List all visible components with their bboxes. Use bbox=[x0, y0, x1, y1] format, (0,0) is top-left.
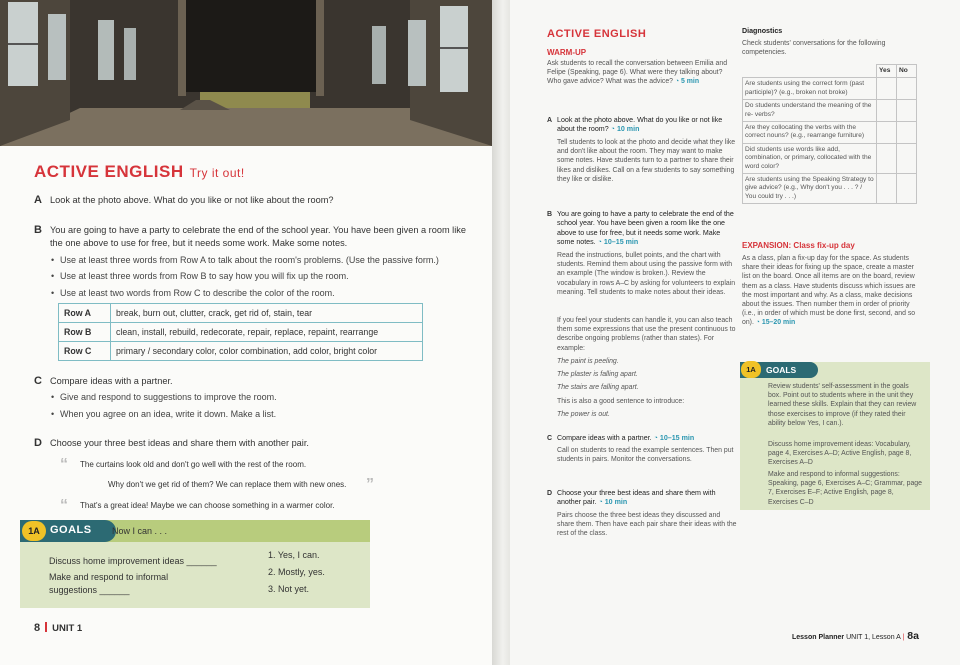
diagnostics-title: Diagnostics bbox=[742, 27, 783, 35]
try-it-out-label: Try it out! bbox=[189, 166, 245, 180]
table-row: Are students using the Speaking Strategy to give advice? (e.g., Why don't you . . . ? / You could try . . .) bbox=[743, 174, 917, 204]
goals-notes-box bbox=[740, 362, 930, 510]
diagnostics-text: Check students' conversations for the following competencies. bbox=[742, 40, 886, 57]
page-number: 8 bbox=[34, 622, 41, 634]
table-row: Yes No bbox=[743, 65, 917, 78]
goal-item-2b: suggestions ______ bbox=[49, 585, 130, 595]
note-b-letter: B bbox=[547, 211, 553, 218]
goal-item-1: Discuss home improvement ideas ______ bbox=[49, 556, 217, 566]
scale-2: 2. Mostly, yes. bbox=[268, 567, 325, 577]
table-row: Do students understand the meaning of the re- verbs? bbox=[743, 100, 917, 122]
exercise-d: D Choose your three best ideas and share them with another pair. bbox=[34, 437, 309, 449]
example-3: The stairs are falling apart. bbox=[557, 384, 639, 391]
table-row: Row A break, burn out, clutter, crack, get rid of, stain, tear bbox=[59, 304, 423, 323]
note-c-title: Compare ideas with a partner. ◔ 10–15 min bbox=[557, 434, 695, 442]
table-row: Row B clean, install, rebuild, redecorate, repair, replace, repaint, rearrange bbox=[59, 323, 423, 342]
expansion-text: As a class, plan a fix-up day for the space. As students share their ideas for fixing up the space, create a master list on the board. Once all items are on the board, review them as a class. Have students discuss which issues are the most important and why. As a class, make decisions about the issues. Then number them in order of priority (i.e., in order of which must be done first, second, and so on). ◔ 15–20 min bbox=[742, 255, 916, 327]
exercise-b: B You are going to have a party to celebrate the end of the school year. You have been given a room like the one above to use for free, but it needs some work. Make some notes. bbox=[34, 224, 466, 248]
warmup-text: Ask students to recall the conversation between Emilia and Felipe (Speaking, page 6). What were they talking about? Who gave advice? What was the advice? ◔ 5 min bbox=[547, 60, 728, 86]
page-number: 8a bbox=[907, 630, 919, 642]
goals-note-1: Review students' self-assessment in the goals box. Point out to students where in the unit they learned these skills. Explain that they can review those exercises to improve (if they rated their ability below Yes, I can.). bbox=[768, 383, 917, 427]
note-d-title: Choose your three best ideas and share them with another pair. ◔ 10 min bbox=[557, 489, 716, 507]
active-english-heading: ACTIVE ENGLISH Try it out! bbox=[34, 162, 245, 181]
exercise-b-bullet-3: • Use at least two words from Row C to describe the color of the room. bbox=[60, 287, 335, 299]
goals-label: GOALS bbox=[50, 524, 92, 536]
expansion-title: EXPANSION: Class fix-up day bbox=[742, 241, 855, 250]
open-quote-icon: “ bbox=[60, 497, 68, 514]
exercise-c-bullet-2: • When you agree on an idea, write it down. Make a list. bbox=[60, 408, 276, 420]
note-a-text: Tell students to look at the photo and decide what they like and don't like about the room. They may want to make some notes. Have students turn to a partner to share their likes and dislikes. Call on a few students to say something they like or dislike. bbox=[557, 139, 736, 183]
close-quote-icon: ” bbox=[366, 476, 374, 493]
example-1: The paint is peeling. bbox=[557, 358, 619, 365]
exercise-a: A Look at the photo above. What do you like or not like about the room? bbox=[34, 194, 334, 206]
lesson-badge: 1A bbox=[741, 361, 761, 378]
clock-icon: ◔ bbox=[674, 78, 680, 86]
now-i-can-label: Now I can . . . bbox=[112, 526, 168, 536]
exercise-c-bullet-1: • Give and respond to suggestions to improve the room. bbox=[60, 391, 277, 403]
goals-tag bbox=[20, 520, 116, 542]
room-photo-illustration bbox=[0, 0, 492, 146]
vocabulary-table bbox=[58, 303, 423, 361]
note-b-text-3: This is also a good sentence to introduce: bbox=[557, 398, 685, 405]
note-a-title: Look at the photo above. What do you like or not like about the room? ◔ 10 min bbox=[557, 116, 723, 134]
note-d-text: Pairs choose the three best ideas they discussed and share them. Then have each pair share their ideas with the rest of the class. bbox=[557, 512, 737, 538]
lesson-badge: 1A bbox=[22, 521, 46, 541]
room-photo bbox=[0, 0, 492, 146]
note-b-text-2: If you feel your students can handle it, you can also teach them some expressions that use the present continuous to describe ongoing problems (rather than states). For example: bbox=[557, 317, 736, 352]
note-b-text-1: Read the instructions, bullet points, and the chart with students. Remind them about using the passive form with an example (The window is broken.). Review the vocabulary in rows A–C by asking for volunteers to explain meaning. Tell students to make notes about their ideas. bbox=[557, 252, 736, 296]
example-2: The plaster is falling apart. bbox=[557, 371, 638, 378]
goals-label: GOALS bbox=[766, 365, 797, 375]
exercise-c: C Compare ideas with a partner. bbox=[34, 375, 173, 387]
scale-1: 1. Yes, I can. bbox=[268, 550, 320, 560]
goals-note-2: Discuss home improvement ideas: Vocabulary, page 4, Exercises A–D; Active English, page 8, Exercises A–D bbox=[768, 441, 912, 467]
exercise-b-bullet-1: • Use at least three words from Row A to talk about the room's problems. (Use the passive form.) bbox=[60, 254, 439, 266]
book-gutter bbox=[492, 0, 510, 665]
table-row: Row C primary / secondary color, color combination, add color, bright color bbox=[59, 342, 423, 361]
goal-item-2a: Make and respond to informal bbox=[49, 572, 169, 582]
note-d-letter: D bbox=[547, 490, 553, 497]
note-c-text: Call on students to read the example sentences. Then put students in pairs. Monitor the conversations. bbox=[557, 447, 734, 464]
quote-2: Why don't we get rid of them? We can replace them with new ones. bbox=[108, 480, 347, 489]
quote-1: The curtains look old and don't go well with the rest of the room. bbox=[80, 460, 307, 469]
warmup-title: WARM-UP bbox=[547, 48, 587, 57]
lesson-planner-page bbox=[510, 0, 960, 665]
goals-note-3: Make and respond to informal suggestions: Speaking, page 6, Exercises A–C; Grammar, page 7, Exercises E–F; Active English, page 8, Exercises C–D bbox=[768, 471, 922, 506]
scale-3: 3. Not yet. bbox=[268, 584, 310, 594]
open-quote-icon: “ bbox=[60, 456, 68, 473]
note-a-letter: A bbox=[547, 117, 553, 124]
table-row: Did students use words like add, combination, or primary, collocated with the word color? bbox=[743, 143, 917, 173]
exercise-b-bullet-2: • Use at least three words from Row B to say how you will fix up the room. bbox=[60, 270, 349, 282]
table-row: Are they collocating the verbs with the correct nouns? (e.g., rearrange furniture) bbox=[743, 122, 917, 144]
goals-box bbox=[20, 520, 370, 608]
unit-label: UNIT 1 bbox=[52, 623, 83, 634]
page-footer: Lesson Planner UNIT 1, Lesson A | 8a bbox=[792, 630, 919, 642]
active-english-heading: ACTIVE ENGLISH bbox=[547, 28, 647, 40]
goals-tag bbox=[740, 362, 818, 378]
page-footer bbox=[34, 622, 82, 634]
diagnostics-table bbox=[742, 64, 917, 204]
example-4: The power is out. bbox=[557, 411, 610, 418]
table-row: Are students using the correct form (past participle)? (e.g., broken not broke) bbox=[743, 78, 917, 100]
note-b-title: You are going to have a party to celebrate the end of the school year. You have been given a room like the one above to use for free, but it needs some work. Make some notes. ◔ 10–15 min bbox=[557, 210, 734, 247]
quote-3: That's a great idea! Maybe we can choose something in a warmer color. bbox=[80, 501, 335, 510]
note-c-letter: C bbox=[547, 435, 553, 442]
